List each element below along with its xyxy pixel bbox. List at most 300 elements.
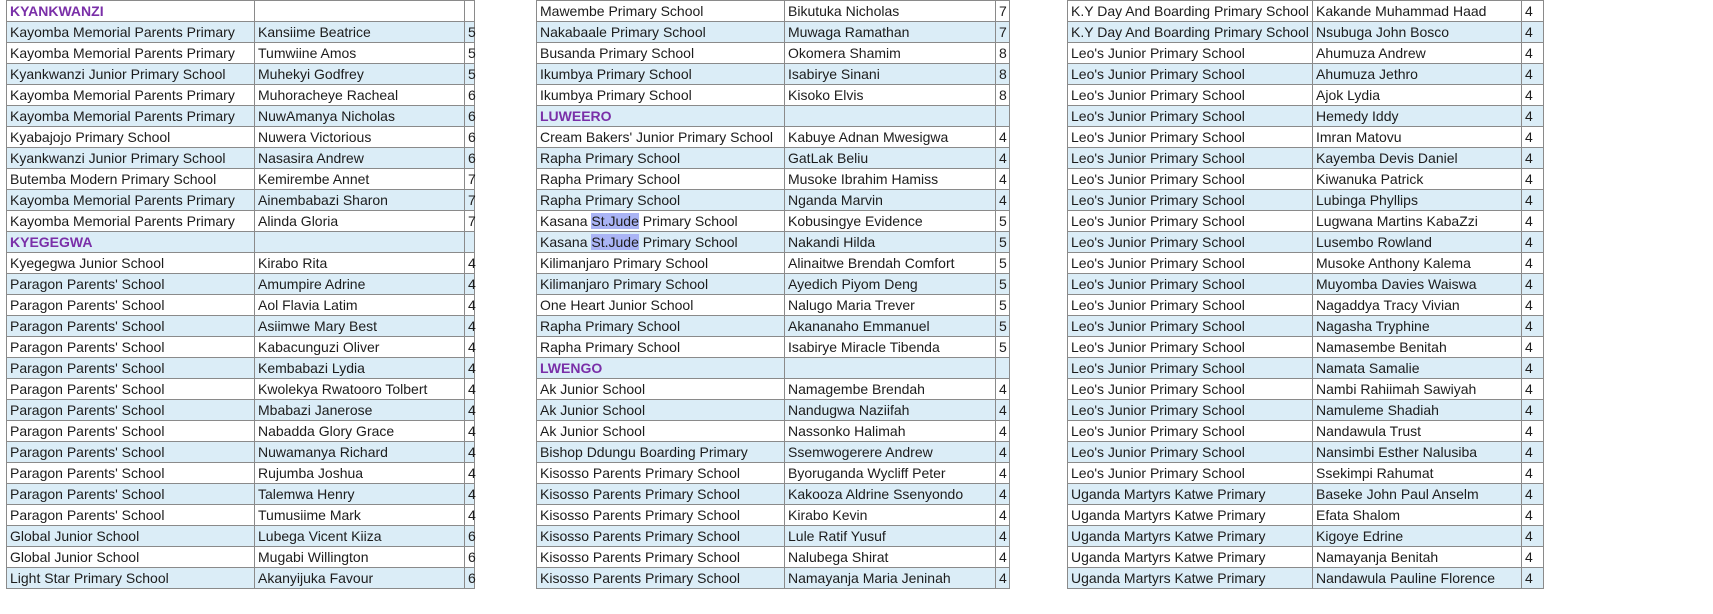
pupil-name-cell: Muhoracheye Racheal (255, 85, 465, 106)
grade-cell: 4 (465, 484, 475, 505)
school-cell: Kisosso Parents Primary School (537, 547, 785, 568)
table-row (537, 1, 1010, 22)
table-row (537, 547, 1010, 568)
grade-cell: 4 (996, 463, 1010, 484)
table-row (7, 148, 475, 169)
school-cell: Leo's Junior Primary School (1068, 64, 1313, 85)
table-row (1068, 22, 1544, 43)
school-cell: Paragon Parents' School (7, 295, 255, 316)
pupil-name-cell: Musoke Anthony Kalema (1313, 253, 1522, 274)
pupil-name-cell: Imran Matovu (1313, 127, 1522, 148)
grade-cell: 4 (1522, 274, 1544, 295)
school-cell: Paragon Parents' School (7, 442, 255, 463)
pupil-name-cell: Nambi Rahiimah Sawiyah (1313, 379, 1522, 400)
grade-cell: 4 (996, 148, 1010, 169)
table-row (537, 274, 1010, 295)
grade-cell: 4 (465, 421, 475, 442)
school-cell: Kisosso Parents Primary School (537, 526, 785, 547)
pupil-name-cell: Lubega Vicent Kiiza (255, 526, 465, 547)
school-cell: Leo's Junior Primary School (1068, 43, 1313, 64)
grade-cell: 4 (465, 253, 475, 274)
results-table-left (6, 0, 475, 589)
pupil-name-cell: Namagembe Brendah (785, 379, 996, 400)
grade-cell: 4 (1522, 505, 1544, 526)
school-cell: Kilimanjaro Primary School (537, 274, 785, 295)
pupil-name-cell: Kigoye Edrine (1313, 526, 1522, 547)
school-cell: Global Junior School (7, 547, 255, 568)
pupil-name-cell: Kirabo Kevin (785, 505, 996, 526)
grade-cell: 4 (1522, 148, 1544, 169)
grade-cell: 4 (996, 127, 1010, 148)
table-row (537, 484, 1010, 505)
pupil-name-cell: Kayemba Devis Daniel (1313, 148, 1522, 169)
school-cell: Kyankwanzi Junior Primary School (7, 148, 255, 169)
table-row (537, 64, 1010, 85)
pupil-name-cell: Byoruganda Wycliff Peter (785, 463, 996, 484)
table-row (7, 190, 475, 211)
grade-cell: 4 (1522, 421, 1544, 442)
district-header-row (7, 232, 475, 253)
table-row (537, 379, 1010, 400)
grade-cell: 8 (996, 43, 1010, 64)
table-row (1068, 463, 1544, 484)
pupil-name-cell: Nalubega Shirat (785, 547, 996, 568)
table-row (1068, 127, 1544, 148)
school-cell: Ak Junior School (537, 379, 785, 400)
grade-cell: 6 (465, 127, 475, 148)
grade-cell: 4 (1522, 22, 1544, 43)
pupil-name-cell: Okomera Shamim (785, 43, 996, 64)
pupil-name-cell: Hemedy Iddy (1313, 106, 1522, 127)
district-header-row (537, 358, 1010, 379)
grade-cell: 4 (1522, 127, 1544, 148)
pupil-name-cell: Nalugo Maria Trever (785, 295, 996, 316)
table-row (537, 232, 1010, 253)
table-row (537, 169, 1010, 190)
school-cell: Rapha Primary School (537, 148, 785, 169)
table-row (7, 64, 475, 85)
grade-cell: 4 (465, 274, 475, 295)
grade-cell: 7 (996, 1, 1010, 22)
school-cell: Paragon Parents' School (7, 379, 255, 400)
grade-cell: 4 (996, 547, 1010, 568)
grade-cell: 4 (1522, 1, 1544, 22)
school-cell: Leo's Junior Primary School (1068, 358, 1313, 379)
grade-cell: 4 (996, 400, 1010, 421)
school-cell: Light Star Primary School (7, 568, 255, 589)
pupil-name-cell: Nsubuga John Bosco (1313, 22, 1522, 43)
pupil-name-cell: Nasasira Andrew (255, 148, 465, 169)
pupil-name-cell: Kakande Muhammad Haad (1313, 1, 1522, 22)
pupil-name-cell: Nagasha Tryphine (1313, 316, 1522, 337)
grade-cell: 4 (1522, 442, 1544, 463)
school-cell: Kilimanjaro Primary School (537, 253, 785, 274)
grade-cell: 4 (1522, 106, 1544, 127)
school-cell: Kasana St.Jude Primary School (537, 211, 785, 232)
table-row (537, 127, 1010, 148)
pupil-name-cell: Kwolekya Rwatooro Tolbert (255, 379, 465, 400)
pupil-name-cell: Muyomba Davies Waiswa (1313, 274, 1522, 295)
empty-cell (255, 232, 465, 253)
table-row (7, 505, 475, 526)
grade-cell: 4 (1522, 316, 1544, 337)
pupil-name-cell: Nagaddya Tracy Vivian (1313, 295, 1522, 316)
grade-cell: 5 (996, 232, 1010, 253)
school-cell: Kayomba Memorial Parents Primary (7, 43, 255, 64)
table-row (7, 274, 475, 295)
grade-cell: 4 (996, 442, 1010, 463)
school-cell: Kyegegwa Junior School (7, 253, 255, 274)
grade-cell: 6 (465, 547, 475, 568)
table-row (7, 22, 475, 43)
school-cell: Nakabaale Primary School (537, 22, 785, 43)
table-row (537, 505, 1010, 526)
table-row (7, 421, 475, 442)
grade-cell: 6 (465, 106, 475, 127)
pupil-name-cell: Kobusingye Evidence (785, 211, 996, 232)
table-row (7, 169, 475, 190)
table-row (7, 211, 475, 232)
grade-cell: 4 (465, 400, 475, 421)
table-row (537, 526, 1010, 547)
grade-cell: 4 (1522, 337, 1544, 358)
grade-cell: 4 (996, 484, 1010, 505)
school-cell: Kayomba Memorial Parents Primary (7, 106, 255, 127)
school-cell: Ak Junior School (537, 421, 785, 442)
table-row (7, 400, 475, 421)
grade-cell: 4 (1522, 295, 1544, 316)
table-row (537, 463, 1010, 484)
table-row (1068, 148, 1544, 169)
empty-cell (785, 358, 996, 379)
grade-cell: 5 (996, 316, 1010, 337)
table-row (1068, 211, 1544, 232)
grade-cell: 6 (465, 148, 475, 169)
table-row (1068, 64, 1544, 85)
school-cell: Kayomba Memorial Parents Primary (7, 85, 255, 106)
table-row (537, 211, 1010, 232)
table-row (7, 127, 475, 148)
school-cell: Rapha Primary School (537, 190, 785, 211)
school-cell: Bishop Ddungu Boarding Primary (537, 442, 785, 463)
pupil-name-cell: Tumwiine Amos (255, 43, 465, 64)
school-cell: K.Y Day And Boarding Primary School (1068, 1, 1313, 22)
table-row (1068, 526, 1544, 547)
school-cell: Paragon Parents' School (7, 505, 255, 526)
table-row (1068, 1, 1544, 22)
table-row (7, 379, 475, 400)
pupil-name-cell: Namata Samalie (1313, 358, 1522, 379)
school-cell: Leo's Junior Primary School (1068, 295, 1313, 316)
table-row (1068, 253, 1544, 274)
school-cell: Ikumbya Primary School (537, 64, 785, 85)
table-row (7, 526, 475, 547)
district-header-row (7, 1, 475, 22)
school-cell: Paragon Parents' School (7, 484, 255, 505)
pupil-name-cell: Nuwamanya Richard (255, 442, 465, 463)
table-row (1068, 358, 1544, 379)
empty-cell (785, 106, 996, 127)
grade-cell: 5 (996, 337, 1010, 358)
pupil-name-cell: Kiwanuka Patrick (1313, 169, 1522, 190)
table-row (1068, 169, 1544, 190)
school-cell: Leo's Junior Primary School (1068, 232, 1313, 253)
table-row (537, 442, 1010, 463)
school-cell: Leo's Junior Primary School (1068, 274, 1313, 295)
table-row (7, 463, 475, 484)
pupil-name-cell: Mbabazi Janerose (255, 400, 465, 421)
school-cell: Leo's Junior Primary School (1068, 148, 1313, 169)
pupil-name-cell: Kembabazi Lydia (255, 358, 465, 379)
grade-cell: 4 (465, 295, 475, 316)
table-row (537, 421, 1010, 442)
pupil-name-cell: Nuwera Victorious (255, 127, 465, 148)
table-row (537, 295, 1010, 316)
pupil-name-cell: Efata Shalom (1313, 505, 1522, 526)
pupil-name-cell: Nandawula Pauline Florence (1313, 568, 1522, 589)
school-cell: Mawembe Primary School (537, 1, 785, 22)
grade-cell: 4 (465, 463, 475, 484)
pupil-name-cell: Kabacunguzi Oliver (255, 337, 465, 358)
school-cell: Leo's Junior Primary School (1068, 211, 1313, 232)
district-header: LWENGO (537, 358, 785, 379)
pupil-name-cell: Rujumba Joshua (255, 463, 465, 484)
grade-cell: 4 (996, 379, 1010, 400)
results-table-right (1067, 0, 1544, 589)
pupil-name-cell: Lusembo Rowland (1313, 232, 1522, 253)
grade-cell: 4 (1522, 190, 1544, 211)
grade-cell: 7 (996, 22, 1010, 43)
table-row (537, 85, 1010, 106)
grade-cell: 4 (996, 568, 1010, 589)
district-header: LUWEERO (537, 106, 785, 127)
school-cell: Kisosso Parents Primary School (537, 484, 785, 505)
school-cell: Rapha Primary School (537, 316, 785, 337)
school-cell: K.Y Day And Boarding Primary School (1068, 22, 1313, 43)
grade-cell: 4 (1522, 64, 1544, 85)
pupil-name-cell: Nassonko Halimah (785, 421, 996, 442)
district-header-row (537, 106, 1010, 127)
pupil-name-cell: GatLak Beliu (785, 148, 996, 169)
pupil-name-cell: Isabirye Sinani (785, 64, 996, 85)
district-header: KYANKWANZI (7, 1, 255, 22)
table-row (7, 442, 475, 463)
school-cell: Uganda Martyrs Katwe Primary (1068, 568, 1313, 589)
grade-cell: 4 (465, 442, 475, 463)
pupil-name-cell: Aol Flavia Latim (255, 295, 465, 316)
grade-cell: 4 (465, 316, 475, 337)
table-row (1068, 337, 1544, 358)
grade-cell: 4 (465, 358, 475, 379)
school-cell: Paragon Parents' School (7, 274, 255, 295)
pupil-name-cell: Kemirembe Annet (255, 169, 465, 190)
table-row (537, 43, 1010, 64)
school-cell: Kasana St.Jude Primary School (537, 232, 785, 253)
results-table-middle (536, 0, 1010, 589)
table-row (1068, 295, 1544, 316)
grade-cell: 5 (465, 64, 475, 85)
school-cell: Cream Bakers' Junior Primary School (537, 127, 785, 148)
school-cell: One Heart Junior School (537, 295, 785, 316)
pupil-name-cell: Lubinga Phyllips (1313, 190, 1522, 211)
school-cell: Butemba Modern Primary School (7, 169, 255, 190)
school-cell: Paragon Parents' School (7, 316, 255, 337)
pupil-name-cell: Ssekimpi Rahumat (1313, 463, 1522, 484)
pupil-name-cell: Nansimbi Esther Nalusiba (1313, 442, 1522, 463)
grade-cell: 5 (996, 211, 1010, 232)
school-cell: Kayomba Memorial Parents Primary (7, 211, 255, 232)
table-row (1068, 43, 1544, 64)
school-cell: Kyankwanzi Junior Primary School (7, 64, 255, 85)
school-cell: Leo's Junior Primary School (1068, 190, 1313, 211)
school-cell: Paragon Parents' School (7, 337, 255, 358)
school-cell: Global Junior School (7, 526, 255, 547)
table-row (1068, 400, 1544, 421)
pupil-name-cell: Ajok Lydia (1313, 85, 1522, 106)
pupil-name-cell: Alinaitwe Brendah Comfort (785, 253, 996, 274)
grade-cell: 4 (1522, 526, 1544, 547)
school-cell: Leo's Junior Primary School (1068, 169, 1313, 190)
table-row (7, 568, 475, 589)
grade-cell: 4 (996, 169, 1010, 190)
table-row (7, 106, 475, 127)
pupil-name-cell: Nakandi Hilda (785, 232, 996, 253)
school-cell: Paragon Parents' School (7, 463, 255, 484)
table-row (7, 484, 475, 505)
grade-cell: 4 (1522, 232, 1544, 253)
grade-cell: 4 (1522, 85, 1544, 106)
district-header: KYEGEGWA (7, 232, 255, 253)
empty-cell (255, 1, 465, 22)
school-cell: Uganda Martyrs Katwe Primary (1068, 526, 1313, 547)
table-row (7, 316, 475, 337)
school-cell: Leo's Junior Primary School (1068, 421, 1313, 442)
pupil-name-cell: Namasembe Benitah (1313, 337, 1522, 358)
table-row (537, 337, 1010, 358)
school-cell: Kayomba Memorial Parents Primary (7, 190, 255, 211)
pupil-name-cell: Muhekyi Godfrey (255, 64, 465, 85)
table-row (537, 316, 1010, 337)
table-row (1068, 442, 1544, 463)
table-row (1068, 106, 1544, 127)
school-cell: Paragon Parents' School (7, 421, 255, 442)
pupil-name-cell: Nandawula Trust (1313, 421, 1522, 442)
school-cell: Leo's Junior Primary School (1068, 463, 1313, 484)
pupil-name-cell: Nandugwa Naziifah (785, 400, 996, 421)
school-cell: Rapha Primary School (537, 337, 785, 358)
school-cell: Uganda Martyrs Katwe Primary (1068, 547, 1313, 568)
grade-cell: 4 (465, 505, 475, 526)
pupil-name-cell: Asiimwe Mary Best (255, 316, 465, 337)
school-cell: Kayomba Memorial Parents Primary (7, 22, 255, 43)
grade-cell: 4 (1522, 484, 1544, 505)
pupil-name-cell: Kabuye Adnan Mwesigwa (785, 127, 996, 148)
school-cell: Leo's Junior Primary School (1068, 337, 1313, 358)
pupil-name-cell: Ahumuza Jethro (1313, 64, 1522, 85)
grade-cell: 6 (465, 568, 475, 589)
table-row (7, 547, 475, 568)
table-row (537, 22, 1010, 43)
grade-cell: 4 (1522, 253, 1544, 274)
pupil-name-cell: Namayanja Maria Jeninah (785, 568, 996, 589)
grade-cell: 8 (996, 85, 1010, 106)
pupil-name-cell: Mugabi Willington (255, 547, 465, 568)
school-cell: Leo's Junior Primary School (1068, 106, 1313, 127)
grade-cell: 7 (465, 190, 475, 211)
grade-cell: 4 (996, 421, 1010, 442)
table-row (7, 358, 475, 379)
empty-cell (465, 232, 475, 253)
pupil-name-cell: Ainembabazi Sharon (255, 190, 465, 211)
pupil-name-cell: Alinda Gloria (255, 211, 465, 232)
school-cell: Kisosso Parents Primary School (537, 568, 785, 589)
school-cell: Kisosso Parents Primary School (537, 505, 785, 526)
table-row (1068, 379, 1544, 400)
grade-cell: 5 (465, 43, 475, 64)
school-cell: Uganda Martyrs Katwe Primary (1068, 484, 1313, 505)
empty-cell (996, 358, 1010, 379)
table-row (1068, 484, 1544, 505)
pupil-name-cell: Kisoko Elvis (785, 85, 996, 106)
table-row (537, 253, 1010, 274)
pupil-name-cell: Nganda Marvin (785, 190, 996, 211)
grade-cell: 4 (1522, 211, 1544, 232)
pupil-name-cell: Nabadda Glory Grace (255, 421, 465, 442)
pupil-name-cell: Talemwa Henry (255, 484, 465, 505)
table-row (1068, 316, 1544, 337)
grade-cell: 4 (996, 526, 1010, 547)
pupil-name-cell: Ayedich Piyom Deng (785, 274, 996, 295)
table-row (1068, 568, 1544, 589)
search-highlight: St.Jude (591, 213, 639, 229)
school-cell: Leo's Junior Primary School (1068, 85, 1313, 106)
school-cell: Kyabajojo Primary School (7, 127, 255, 148)
search-highlight: St.Jude (591, 234, 639, 250)
table-row (7, 253, 475, 274)
school-cell: Kisosso Parents Primary School (537, 463, 785, 484)
table-row (1068, 421, 1544, 442)
table-row (7, 85, 475, 106)
pupil-name-cell: Kansiime Beatrice (255, 22, 465, 43)
school-cell: Leo's Junior Primary School (1068, 316, 1313, 337)
pupil-name-cell: Musoke Ibrahim Hamiss (785, 169, 996, 190)
school-cell: Uganda Martyrs Katwe Primary (1068, 505, 1313, 526)
grade-cell: 5 (996, 295, 1010, 316)
grade-cell: 5 (996, 253, 1010, 274)
grade-cell: 4 (996, 505, 1010, 526)
pupil-name-cell: Amumpire Adrine (255, 274, 465, 295)
grade-cell: 4 (1522, 169, 1544, 190)
grade-cell: 4 (1522, 379, 1544, 400)
pupil-name-cell: Lugwana Martins KabaZzi (1313, 211, 1522, 232)
pupil-name-cell: Namuleme Shadiah (1313, 400, 1522, 421)
pupil-name-cell: Ssemwogerere Andrew (785, 442, 996, 463)
school-cell: Leo's Junior Primary School (1068, 253, 1313, 274)
table-row (1068, 505, 1544, 526)
empty-cell (996, 106, 1010, 127)
school-cell: Leo's Junior Primary School (1068, 379, 1313, 400)
table-row (1068, 85, 1544, 106)
pupil-name-cell: Isabirye Miracle Tibenda (785, 337, 996, 358)
grade-cell: 8 (996, 64, 1010, 85)
table-row (1068, 274, 1544, 295)
grade-cell: 4 (1522, 463, 1544, 484)
table-row (1068, 190, 1544, 211)
pupil-name-cell: Kakooza Aldrine Ssenyondo (785, 484, 996, 505)
pupil-name-cell: Ahumuza Andrew (1313, 43, 1522, 64)
grade-cell: 7 (465, 169, 475, 190)
grade-cell: 4 (1522, 568, 1544, 589)
